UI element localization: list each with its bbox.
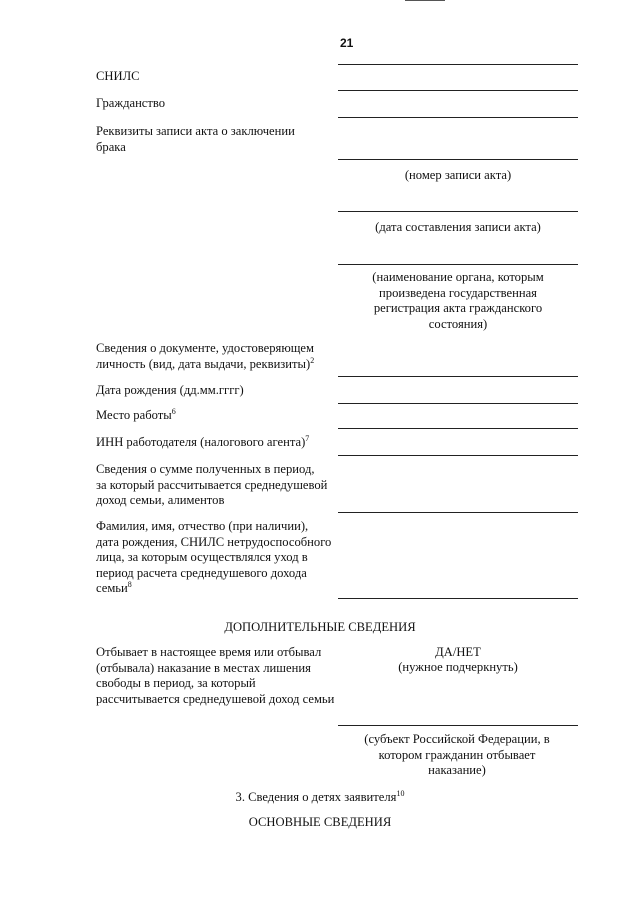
snils-field-line[interactable] xyxy=(338,90,578,91)
footnote-10: 10 xyxy=(396,788,405,798)
record-date-caption: (дата составления записи акта) xyxy=(375,220,541,234)
footnote-8: 8 xyxy=(127,579,132,589)
children-subheading: ОСНОВНЫЕ СВЕДЕНИЯ xyxy=(248,815,392,829)
registry-office-caption: (наименование органа, которым произведена государственная регистрация акта гражданского состояния) xyxy=(372,270,544,331)
record-date-line[interactable] xyxy=(338,211,578,212)
footnote-6: 6 xyxy=(171,406,176,416)
birth-date-label: Дата рождения (дд.мм.гггг) xyxy=(96,383,244,397)
snils-line-top xyxy=(338,64,578,65)
footnote-2: 2 xyxy=(310,355,315,365)
birth-date-field-line[interactable] xyxy=(338,403,578,404)
id-document-field-line[interactable] xyxy=(338,376,578,377)
region-field-line[interactable] xyxy=(338,725,578,726)
yes-no-hint: (нужное подчеркнуть) xyxy=(398,660,518,674)
income-info-field-line[interactable] xyxy=(338,512,578,513)
record-number-caption: (номер записи акта) xyxy=(404,168,512,182)
marriage-record-label: Реквизиты записи акта о заключении брака xyxy=(96,124,295,154)
citizenship-label: Гражданство xyxy=(96,96,166,110)
page-number: 21 xyxy=(340,36,354,50)
record-number-line[interactable] xyxy=(338,159,578,160)
citizenship-field-line[interactable] xyxy=(338,117,578,118)
registry-office-line[interactable] xyxy=(338,264,578,265)
employer-inn-field-line[interactable] xyxy=(338,455,578,456)
employer-inn-label: ИНН работодателя (налогового агента)$^7$ xyxy=(96,433,310,449)
region-caption: (субъект Российской Федерации, в котором гражданин отбывает наказание) xyxy=(364,732,550,777)
additional-heading: ДОПОЛНИТЕЛЬНЫЕ СВЕДЕНИЯ xyxy=(224,620,416,634)
disabled-care-field-line[interactable] xyxy=(338,598,578,599)
footnote-7: 7 xyxy=(305,433,310,443)
disabled-care-label: Фамилия, имя, отчество (при наличии), дата рождения, СНИЛС нетрудоспособного лица, за которым осуществлялся уход в период расчета среднедушевого дохода семьи$^8$ xyxy=(96,519,332,595)
snils-label: СНИЛС xyxy=(96,69,140,83)
workplace-field-line[interactable] xyxy=(338,428,578,429)
yes-no-option[interactable]: ДА/НЕТ xyxy=(435,645,481,659)
children-section-title: 3. Сведения о детях заявителя$^{10}$ xyxy=(235,788,405,804)
id-document-label: Сведения о документе, удостоверяющем личность (вид, дата выдачи, реквизиты)$^2$ xyxy=(96,341,315,371)
income-info-label: Сведения о сумме полученных в период, за который рассчитывается среднедушевой доход семьи, алиментов xyxy=(96,462,328,507)
imprisonment-label: Отбывает в настоящее время или отбывал (отбывала) наказание в местах лишения свободы в период, за который рассчитывается среднедушевой доход семьи xyxy=(96,645,335,706)
workplace-label: Место работы$^6$ xyxy=(96,406,176,422)
top-rule xyxy=(405,0,445,1)
